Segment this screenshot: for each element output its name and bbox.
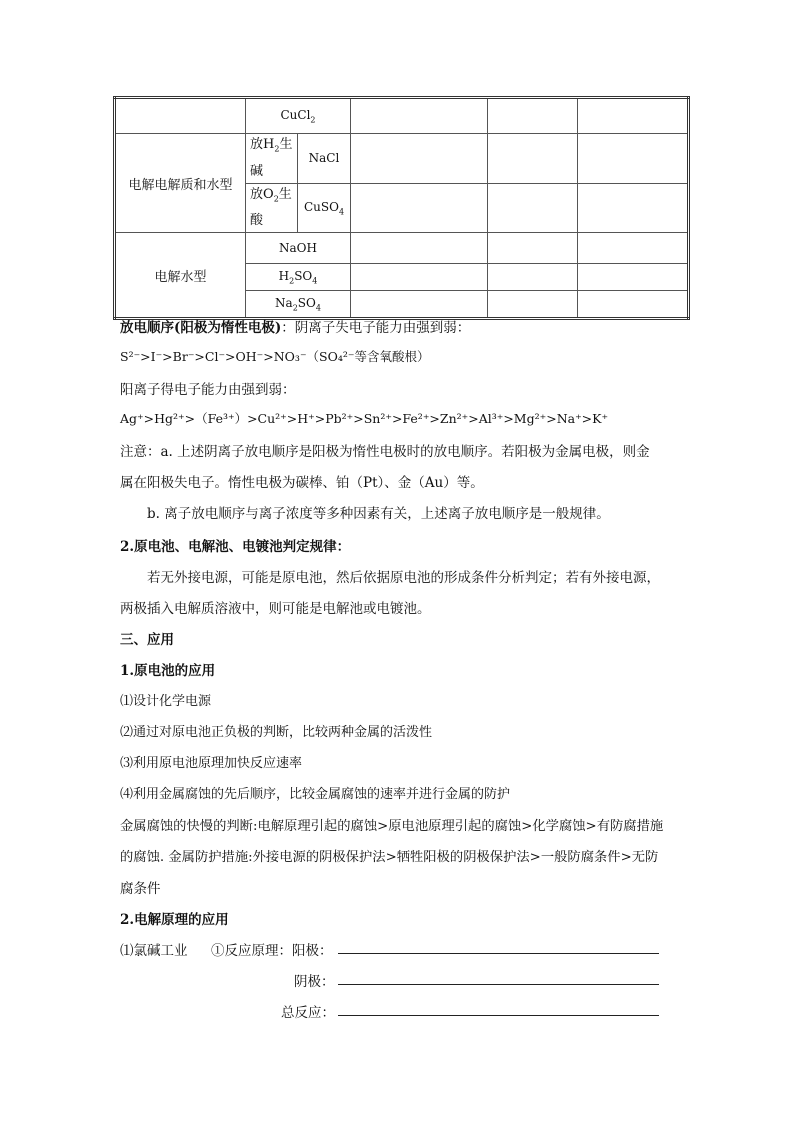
total-reaction-label: 总反应： (281, 1005, 335, 1021)
cell-na2so4: $Na_2SO_4$ (246, 291, 351, 319)
subtype-o2-acid: 放$O_2$生 酸 (246, 183, 298, 233)
cathode-answer-blank[interactable] (338, 984, 659, 985)
para-2-line1: 若无外接电源，可能是原电池，然后依据原电池的形成条件分析判定；若有外接电源， (147, 570, 660, 586)
blank-cell (115, 98, 246, 134)
anode-answer-blank[interactable] (338, 953, 659, 954)
cell-cucl2: CuCl$_2$ (246, 98, 351, 134)
subheading-3-2: 2.电解原理的应用 (120, 912, 229, 928)
subtype-h2-base: 放$H_2$生 碱 (246, 134, 298, 184)
note-a-line2: 属在阳极失电子。惰性电极为碳棒、铂（Pt）、金（Au）等。 (120, 475, 484, 491)
cell-cuso4: CuSO$_4$ (298, 183, 351, 233)
section-heading-2: 2.原电池、电解池、电镀池判定规律： (120, 539, 351, 555)
group-electrolyte-water: 电解电解质和水型 (115, 134, 246, 233)
cell-nacl: NaCl (298, 134, 351, 184)
section-heading-3: 三、应用 (120, 632, 174, 648)
cell-h2so4: $H_2SO_4$ (246, 264, 351, 291)
cell-naoh: NaOH (246, 233, 351, 264)
item-3: ⑶利用原电池原理加快反应速率 (120, 756, 303, 771)
discharge-order-line: 放电顺序(阳极为惰性电极)：阴离子失电子能力由强到弱： (120, 320, 471, 336)
cathode-label: 阴极： (294, 974, 335, 990)
item-4: ⑷利用金属腐蚀的先后顺序，比较金属腐蚀的速率并进行金属的防护 (120, 787, 511, 802)
cation-order: Ag⁺>Hg²⁺>（Fe³⁺）>Cu²⁺>H⁺>Pb²⁺>Sn²⁺>Fe²⁺>Zn²⁺>Al³⁺>Mg²⁺>Na⁺>K⁺ (120, 411, 609, 426)
anion-order: S²⁻>I⁻>Br⁻>Cl⁻>OH⁻>NO₃⁻（SO₄²⁻等含氧酸根） (120, 349, 430, 364)
electrolysis-table (113, 96, 690, 320)
group-water: 电解水型 (115, 233, 246, 319)
corrosion-line3: 腐条件 (120, 881, 161, 897)
corrosion-line2: 的腐蚀. 金属防护措施:外接电源的阴极保护法>牺牲阳极的阴极保护法>一般防腐条件>无防 (120, 850, 659, 865)
total-reaction-answer-blank[interactable] (338, 1015, 659, 1016)
subheading-3-1: 1.原电池的应用 (120, 663, 216, 679)
item-1: ⑴设计化学电源 (120, 694, 212, 709)
corrosion-line1: 金属腐蚀的快慢的判断:电解原理引起的腐蚀>原电池原理引起的腐蚀>化学腐蚀>有防腐措施 (120, 819, 664, 834)
discharge-heading: 放电顺序(阳极为惰性电极) (120, 320, 282, 336)
chlor-alkali-label: ⑴氯碱工业 (120, 943, 188, 959)
cation-heading: 阳离子得电子能力由强到弱： (120, 382, 296, 398)
item-2: ⑵通过对原电池正负极的判断，比较两种金属的活泼性 (120, 725, 433, 740)
note-a-line1: 注意：a. 上述阴离子放电顺序是阳极为惰性电极时的放电顺序。若阳极为金属电极，则金 (120, 444, 650, 460)
note-b: b. 离子放电顺序与离子浓度等多种因素有关，上述离子放电顺序是一般规律。 (147, 506, 610, 522)
anode-label: ①反应原理：阳极： (211, 943, 333, 959)
para-2-line2: 两极插入电解质溶液中，则可能是电解池或电镀池。 (120, 601, 431, 617)
